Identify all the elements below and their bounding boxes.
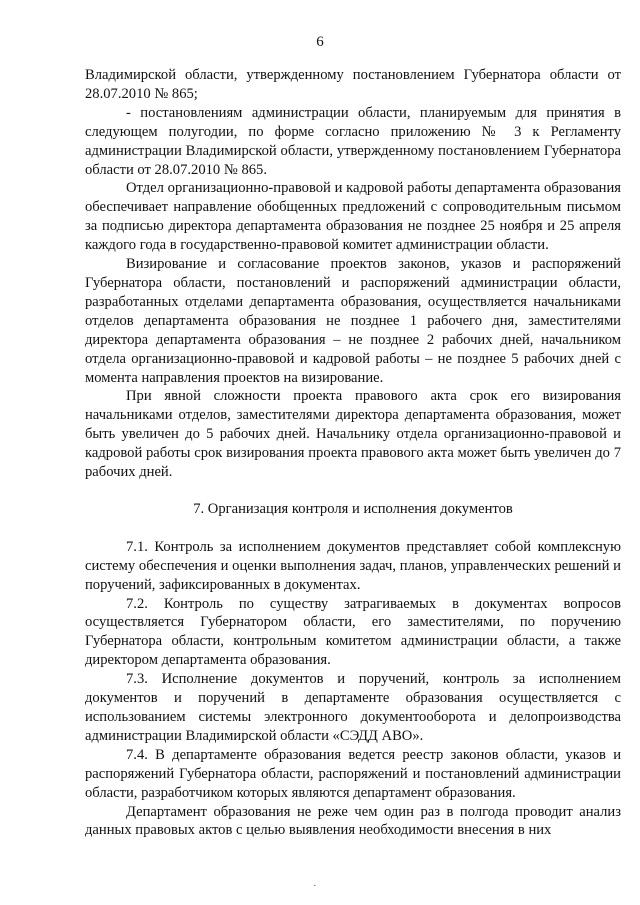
paragraph: При явной сложности проекта правового акта срок его визирования начальниками отделов, заместителями директора департамента образования, может быть увеличен до 5 рабочих дней. Начальнику отдела организационно-правовой и кадровой работы срок визирования проекта правового акта может быть увеличен до 7 рабочих дней.	[85, 388, 621, 481]
paragraph: Отдел организационно-правовой и кадровой работы департамента образования обеспечивает направление обобщенных предложений с сопроводительным письмом за подписью директора департамента образования не позднее 25 ноября и 25 апреля каждого года в государственно-правовой комитет администрации области.	[85, 180, 621, 254]
document-body	[85, 66, 621, 840]
paragraphs-after-section	[85, 538, 621, 841]
paragraphs-before-section	[85, 66, 621, 482]
paragraph: Владимирской области, утвержденному постановлением Губернатора области от 28.07.2010 № 865;	[85, 67, 621, 102]
paragraph: Департамент образования не реже чем один раз в полгода проводит анализ данных правовых актов с целью выявления необходимости внесения в них	[85, 803, 621, 839]
page-number: 6	[316, 34, 324, 50]
section-heading: 7. Организация контроля и исполнения документов	[193, 500, 513, 517]
paragraph: 7.1. Контроль за исполнением документов представляет собой комплексную систему обеспечения и оценки выполнения задач, планов, управленческих решений и поручений, зафиксированных в документах.	[85, 538, 621, 593]
paragraph: 7.3. Исполнение документов и поручений, контроль за исполнением документов и поручений в департаменте образования осуществляется с использованием системы электронного документооборота и делопроизводства администрации Владимирской области «СЭДД АВО».	[85, 671, 621, 744]
paragraph: Визирование и согласование проектов законов, указов и распоряжений Губернатора области, постановлений и распоряжений администрации области, разработанных отделами департамента образования, осуществляется начальниками отделов департамента образования не позднее 1 рабочего дня, заместителями директора департамента образования – не позднее 2 рабочих дней, начальником отдела организационно-правовой и кадровой работы – не позднее 5 рабочих дней с момента направления проектов на визирование.	[85, 256, 621, 386]
paragraph: - постановлениям администрации области, планируемым для принятия в следующем полугодии, по форме согласно приложению № 3 к Регламенту администрации Владимирской области, утвержденному постановлением Губернатора области от 28.07.2010 № 865.	[85, 104, 621, 178]
paragraph: 7.4. В департаменте образования ведется реестр законов области, указов и распоряжений Губернатора области, распоряжений и постановлений администрации области, разработчиком которых являются департамент образования.	[85, 746, 621, 801]
paragraph: 7.2. Контроль по существу затрагиваемых в документах вопросов осуществляется Губернатором области, его заместителями, по поручению Губернатора области, контрольным комитетом администрации области, а также директором департамента образования.	[85, 595, 621, 669]
scan-dot-mark: ·	[313, 880, 317, 892]
